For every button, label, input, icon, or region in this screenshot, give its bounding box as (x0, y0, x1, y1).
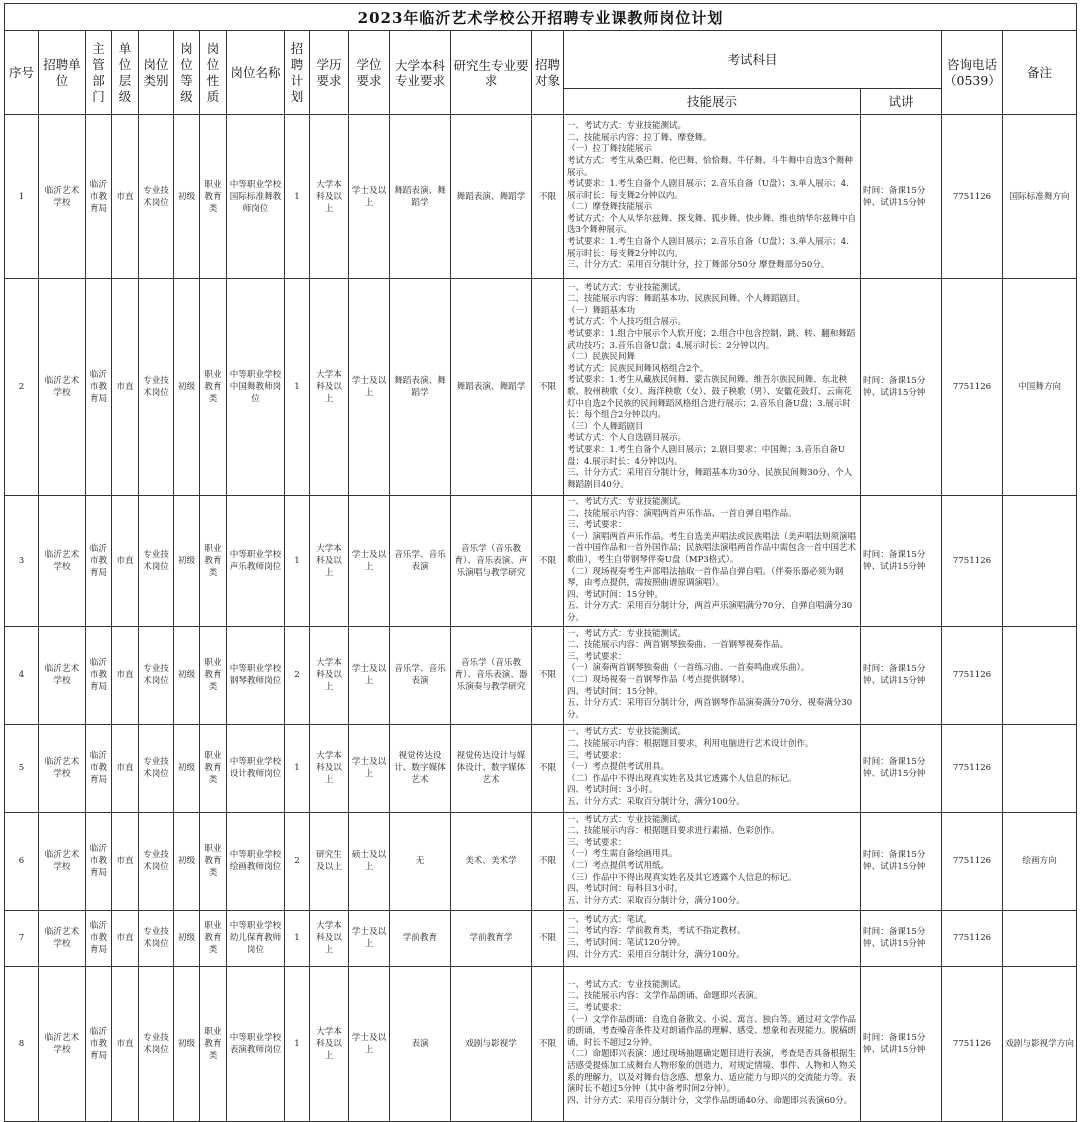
row-level: 市直 (112, 279, 139, 496)
row-nature: 职业教育类 (200, 910, 227, 966)
row-unit: 临沂艺术学校 (39, 910, 86, 966)
row-category: 专业技术岗位 (139, 966, 174, 1121)
row-nature: 职业教育类 (200, 812, 227, 910)
header-category: 岗位类别 (139, 31, 174, 115)
row-post-name: 中等职业学校国际标准舞教师岗位 (227, 115, 285, 279)
row-phone: 7751126 (942, 626, 1003, 724)
row-remark: 国际标准舞方向 (1003, 115, 1077, 279)
exam-line: 一、考试方式：专业技能测试。 (567, 497, 687, 507)
row-dept: 临沂市教育局 (86, 724, 112, 812)
exam-line: 一、考试方式：专业技能测试。 (567, 282, 687, 293)
row-nature: 职业教育类 (200, 724, 227, 812)
exam-line: （二）考点提供考试用纸。 (567, 861, 670, 872)
row-degree: 学士及以上 (349, 966, 390, 1121)
row-edu: 大学本科及以上 (310, 496, 349, 627)
exam-line: 五、计分方式：采取百分制计分，满分100分。 (567, 797, 745, 808)
row-skill-exam (564, 115, 861, 279)
row-plan: 2 (285, 812, 310, 910)
row-remark: 戏剧与影视学方向 (1003, 966, 1077, 1121)
exam-line: 一、考试方式：专业技能测试。 (567, 727, 687, 738)
header-seq: 序号 (5, 31, 39, 115)
exam-line: 考试要求：1.考生自备个人剧目展示；2.剧目要求：中国舞；3.音乐自备U盘；4.展示时长：4分钟以内。 (567, 444, 845, 467)
row-dept: 临沂市教育局 (86, 966, 112, 1121)
exam-line: 二、技能展示内容：演唱两首声乐作品、一首自弹自唱作品。 (567, 508, 797, 519)
row-remark (1003, 910, 1077, 966)
row-unit: 临沂艺术学校 (39, 724, 86, 812)
row-grade: 初级 (174, 812, 200, 910)
row-post-name: 中等职业学校设计教师岗位 (227, 724, 285, 812)
header-undergrad-major: 大学本科专业要求 (390, 31, 451, 115)
header-plan: 招聘计划 (285, 31, 310, 115)
row-undergrad-major: 音乐学、音乐表演 (390, 496, 451, 627)
table-row (5, 279, 1077, 496)
row-target: 不限 (532, 966, 564, 1121)
row-remark (1003, 626, 1077, 724)
row-target: 不限 (532, 626, 564, 724)
exam-line: 一、考试方式：专业技能测试。 (567, 814, 687, 825)
row-grad-major: 舞蹈表演、舞蹈学 (451, 279, 532, 496)
row-grad-major: 舞蹈表演、舞蹈学 (451, 115, 532, 279)
header-remark: 备注 (1003, 31, 1077, 115)
row-grade: 初级 (174, 496, 200, 627)
row-unit: 临沂艺术学校 (39, 496, 86, 627)
row-seq: 8 (5, 966, 39, 1121)
row-plan: 1 (285, 496, 310, 627)
row-level: 市直 (112, 966, 139, 1121)
row-dept: 临沂市教育局 (86, 279, 112, 496)
exam-line: 考试方式：个人技巧组合展示。 (567, 317, 687, 328)
row-level: 市直 (112, 724, 139, 812)
row-edu: 大学本科及以上 (310, 724, 349, 812)
row-phone: 7751126 (942, 724, 1003, 812)
row-edu: 大学本科及以上 (310, 626, 349, 724)
table-row (5, 910, 1077, 966)
row-seq: 5 (5, 724, 39, 812)
recruitment-table (4, 3, 1077, 1122)
exam-line: （二）作品中不得出现真实姓名及其它透露个人信息的标记。 (567, 773, 797, 784)
exam-line: 三、计分方式：采用百分制计分，舞蹈基本功30分、民族民间舞30分、个人舞蹈剧目40分。 (567, 468, 853, 490)
exam-line: 四、考试时间：15分钟。 (567, 589, 663, 600)
exam-line: （二）民族民间舞 (567, 352, 636, 363)
row-target: 不限 (532, 910, 564, 966)
table-row (5, 626, 1077, 724)
row-unit: 临沂艺术学校 (39, 966, 86, 1121)
row-undergrad-major: 舞蹈表演、舞蹈学 (390, 279, 451, 496)
exam-line: 三、考试要求： (567, 837, 627, 848)
row-lecture-time: 时间：备课15分钟、试讲15分钟 (861, 910, 942, 966)
row-degree: 学士及以上 (349, 724, 390, 812)
exam-line: 二、技能展示内容：两首钢琴独奏曲、一首钢琴视奏作品。 (567, 640, 789, 651)
row-grad-major: 学前教育学 (451, 910, 532, 966)
exam-line: 三、计分方式：采用百分制计分，拉丁舞部分50分 摩登舞部分50分。 (567, 260, 830, 271)
row-level: 市直 (112, 115, 139, 279)
exam-line: 二、技能展示内容：文学作品朗诵、命题即兴表演。 (567, 991, 763, 1002)
exam-line: 一、考试方式：专业技能测试。 (567, 628, 687, 639)
exam-line: （二）现场视奏考生声部唱法抽取一首作品自弹自唱。（伴奏乐器必须为钢琴，由考点提供，需按照曲谱原调演唱）。 (567, 566, 844, 589)
row-post-name: 中等职业学校声乐教师岗位 (227, 496, 285, 627)
exam-line: （一）拉丁舞技能展示 (567, 144, 653, 155)
exam-line: 五、计分方式：采用百分制计分，两首声乐演唱满分70分、自弹自唱满分30分。 (567, 601, 853, 623)
row-edu: 大学本科及以上 (310, 115, 349, 279)
header-degree: 学位要求 (349, 31, 390, 115)
row-lecture-time: 时间：备课15分钟、试讲15分钟 (861, 626, 942, 724)
row-degree: 硕士及以上 (349, 812, 390, 910)
exam-line: 二、技能展示内容：舞蹈基本功、民族民间舞、个人舞蹈剧目。 (567, 294, 806, 305)
row-skill-exam (564, 812, 861, 910)
row-remark: 中国舞方向 (1003, 279, 1077, 496)
row-seq: 7 (5, 910, 39, 966)
row-degree: 学士及以上 (349, 626, 390, 724)
row-unit: 临沂艺术学校 (39, 115, 86, 279)
row-grad-major: 音乐学（音乐教育）、音乐表演、声乐演唱与教学研究 (451, 496, 532, 627)
row-remark: 绘画方向 (1003, 812, 1077, 910)
row-lecture-time: 时间：备课15分钟、试讲15分钟 (861, 115, 942, 279)
exam-line: （一）舞蹈基本功 (567, 305, 636, 316)
row-level: 市直 (112, 626, 139, 724)
exam-line: 考试方式：考生从桑巴舞、伦巴舞、恰恰舞、牛仔舞、斗牛舞中自选3个舞种展示。 (567, 155, 853, 178)
exam-line: 一、考试方式：专业技能测试。 (567, 121, 687, 132)
exam-line: 二、技能展示内容：拉丁舞、摩登舞。 (567, 132, 712, 143)
row-lecture-time: 时间：备课15分钟、试讲15分钟 (861, 496, 942, 627)
exam-line: 考试要求：1.考生自备个人剧目展示；2.音乐自备（U盘）；3.单人展示；4.展示时长：每支舞2分钟以内。 (567, 179, 849, 201)
exam-line: （三）个人舞蹈剧目 (567, 421, 644, 432)
row-grade: 初级 (174, 724, 200, 812)
row-target: 不限 (532, 115, 564, 279)
header-post-name: 岗位名称 (227, 31, 285, 115)
table-row (5, 812, 1077, 910)
exam-line: 三、考试时间：笔试120分钟。 (567, 938, 686, 949)
row-level: 市直 (112, 812, 139, 910)
exam-line: 二、技能展示内容：根据题目要求，利用电脑进行艺术设计创作。 (567, 739, 814, 750)
page-title: 2023年临沂艺术学校公开招聘专业课教师岗位计划 (5, 4, 1077, 31)
row-skill-exam (564, 724, 861, 812)
header-edu: 学历要求 (310, 31, 349, 115)
row-plan: 2 (285, 626, 310, 724)
table-row (5, 496, 1077, 627)
exam-line: （三）作品中不得出现真实姓名及其它透露个人信息的标记。 (567, 872, 797, 883)
header-exam-subject: 考试科目 (564, 31, 942, 89)
table-row (5, 966, 1077, 1121)
row-skill-exam (564, 966, 861, 1121)
header-nature: 岗位性质 (200, 31, 227, 115)
exam-line: 四、考试时间：3小时。 (567, 785, 658, 796)
row-skill-exam (564, 496, 861, 627)
header-grad-major: 研究生专业要求 (451, 31, 532, 115)
row-nature: 职业教育类 (200, 626, 227, 724)
row-dept: 临沂市教育局 (86, 812, 112, 910)
row-lecture-time: 时间：备课15分钟、试讲15分钟 (861, 279, 942, 496)
row-undergrad-major: 视觉传达设计、数字媒体艺术 (390, 724, 451, 812)
row-skill-exam (564, 910, 861, 966)
exam-line: 四、考试时间：15分钟。 (567, 686, 663, 697)
header-lecture: 试讲 (861, 89, 942, 115)
exam-line: 考试方式：民族民间舞风格组合2个。 (567, 363, 709, 374)
row-post-name: 中等职业学校幼儿保育教师岗位 (227, 910, 285, 966)
row-dept: 临沂市教育局 (86, 626, 112, 724)
exam-line: 一、考试方式：专业技能测试。 (567, 979, 687, 990)
row-dept: 临沂市教育局 (86, 496, 112, 627)
row-undergrad-major: 表演 (390, 966, 451, 1121)
exam-line: 五、计分方式：采取百分制计分，满分100分。 (567, 895, 745, 906)
exam-line: （二）摩登舞技能展示 (567, 202, 653, 213)
exam-line: （二）命题即兴表演：通过现场抽题确定题目进行表演，考查是否具备根据生活感受提炼加工成舞台人物形象的创造力，对规定情境、事件、人物和人物关系的理解力，以及对舞台信念感、想象力、适应能力与即兴的交流能力等。表演时长不超过5分钟（其中备考时间2分钟）。 (567, 1049, 857, 1095)
row-phone: 7751126 (942, 966, 1003, 1121)
row-target: 不限 (532, 496, 564, 627)
row-grad-major: 美术、美术学 (451, 812, 532, 910)
table-body (5, 115, 1077, 1122)
row-category: 专业技术岗位 (139, 910, 174, 966)
header-target: 招聘对象 (532, 31, 564, 115)
exam-line: （二）现场视奏一首钢琴作品（考点提供钢琴）。 (567, 675, 750, 686)
row-undergrad-major: 音乐学、音乐表演 (390, 626, 451, 724)
row-target: 不限 (532, 812, 564, 910)
row-grad-major: 视觉传达设计与媒体设计、数字媒体艺术 (451, 724, 532, 812)
exam-line: 四、考试时间：每科目3小时。 (567, 884, 683, 895)
header-phone: 咨询电话（0539） (942, 31, 1003, 115)
exam-line: 考试要求：1.考生从藏族民间舞、蒙古族民间舞、维吾尔族民间舞、东北秧歌、胶州秧歌（女）、海洋秧歌（女）、鼓子秧歌（男）、安徽花鼓灯、云南花灯中自选2个民族的民间舞蹈风格组合进行展示；2.音乐自备U盘；3.展示时长：每个组合2分钟以内。 (567, 375, 852, 421)
row-plan: 1 (285, 279, 310, 496)
row-phone: 7751126 (942, 115, 1003, 279)
row-degree: 学士及以上 (349, 115, 390, 279)
exam-line: （一）演奏两首钢琴独奏曲（一首练习曲、一首奏鸣曲或乐曲）。 (567, 663, 810, 674)
row-remark (1003, 496, 1077, 627)
row-grade: 初级 (174, 115, 200, 279)
row-seq: 2 (5, 279, 39, 496)
row-edu: 大学本科及以上 (310, 966, 349, 1121)
row-edu: 研究生及以上 (310, 812, 349, 910)
row-plan: 1 (285, 724, 310, 812)
row-undergrad-major: 无 (390, 812, 451, 910)
table-row (5, 724, 1077, 812)
exam-line: 考试方式：个人自选剧目展示。 (567, 433, 687, 444)
row-nature: 职业教育类 (200, 966, 227, 1121)
row-plan: 1 (285, 910, 310, 966)
exam-line: 四、计分方式：采用百分制计分，满分100分。 (567, 949, 745, 960)
row-phone: 7751126 (942, 812, 1003, 910)
exam-line: 二、考试内容：学前教育类，考试不指定教材。 (567, 926, 746, 937)
row-dept: 临沂市教育局 (86, 910, 112, 966)
row-post-name: 中等职业学校中国舞教师岗位 (227, 279, 285, 496)
row-level: 市直 (112, 496, 139, 627)
row-nature: 职业教育类 (200, 279, 227, 496)
row-undergrad-major: 舞蹈表演、舞蹈学 (390, 115, 451, 279)
table-row (5, 115, 1077, 279)
row-remark (1003, 724, 1077, 812)
row-edu: 大学本科及以上 (310, 279, 349, 496)
row-edu: 大学本科及以上 (310, 910, 349, 966)
row-dept: 临沂市教育局 (86, 115, 112, 279)
row-degree: 学士及以上 (349, 496, 390, 627)
row-category: 专业技术岗位 (139, 626, 174, 724)
row-unit: 临沂艺术学校 (39, 279, 86, 496)
exam-line: 三、考试要求： (567, 651, 627, 662)
row-undergrad-major: 学前教育 (390, 910, 451, 966)
row-seq: 1 (5, 115, 39, 279)
row-degree: 学士及以上 (349, 910, 390, 966)
row-degree: 学士及以上 (349, 279, 390, 496)
row-seq: 3 (5, 496, 39, 627)
header-skill: 技能展示 (564, 89, 861, 115)
row-post-name: 中等职业学校表演教师岗位 (227, 966, 285, 1121)
row-category: 专业技术岗位 (139, 115, 174, 279)
header-dept: 主管部门 (86, 31, 112, 115)
row-lecture-time: 时间：备课15分钟、试讲15分钟 (861, 966, 942, 1121)
row-plan: 1 (285, 115, 310, 279)
exam-line: （一）考生需自备绘画用具。 (567, 849, 678, 860)
row-phone: 7751126 (942, 496, 1003, 627)
exam-line: 三、考试要求： (567, 750, 627, 761)
row-category: 专业技术岗位 (139, 812, 174, 910)
row-target: 不限 (532, 724, 564, 812)
row-grade: 初级 (174, 626, 200, 724)
row-grade: 初级 (174, 910, 200, 966)
row-grade: 初级 (174, 279, 200, 496)
header-level: 单位层级 (112, 31, 139, 115)
row-post-name: 中等职业学校绘画教师岗位 (227, 812, 285, 910)
row-skill-exam (564, 279, 861, 496)
row-skill-exam (564, 626, 861, 724)
row-grad-major: 戏剧与影视学 (451, 966, 532, 1121)
row-nature: 职业教育类 (200, 496, 227, 627)
row-post-name: 中等职业学校钢琴教师岗位 (227, 626, 285, 724)
exam-line: 一、考试方式：笔试。 (567, 914, 653, 925)
row-grade: 初级 (174, 966, 200, 1121)
row-lecture-time: 时间：备课15分钟、试讲15分钟 (861, 812, 942, 910)
row-seq: 4 (5, 626, 39, 724)
exam-line: 考试要求：1.组合中展示个人软开度；2.组合中包含控制、跳、转、翻和舞蹈武功技巧；3.音乐自备U盘；4.展示时长：2分钟以内。 (567, 329, 856, 351)
row-plan: 1 (285, 966, 310, 1121)
exam-line: 四、计分方式：采用百分制计分，文学作品朗诵40分、命题即兴表演60分。 (567, 1095, 853, 1106)
header-unit: 招聘单位 (39, 31, 86, 115)
row-seq: 6 (5, 812, 39, 910)
row-lecture-time: 时间：备课15分钟、试讲15分钟 (861, 724, 942, 812)
recruitment-plan-document (4, 3, 1076, 1122)
exam-line: 考试方式：个人从华尔兹舞、探戈舞、狐步舞、快步舞、维也纳华尔兹舞中自选3个舞种展示。 (567, 213, 857, 236)
row-phone: 7751126 (942, 279, 1003, 496)
exam-line: 二、技能展示内容：根据题目要求进行素描、色彩创作。 (567, 826, 780, 837)
row-nature: 职业教育类 (200, 115, 227, 279)
exam-line: 五、计分方式：采用百分制计分，两首钢琴作品演奏满分70分、视奏满分30分。 (567, 698, 853, 720)
row-unit: 临沂艺术学校 (39, 812, 86, 910)
row-level: 市直 (112, 910, 139, 966)
exam-line: 三、考试要求： (567, 520, 627, 531)
row-category: 专业技术岗位 (139, 279, 174, 496)
exam-line: （一）考点提供考试用具。 (567, 762, 670, 773)
exam-line: （一）文学作品朗诵：自选自备散文、小说、寓言、独白等。通过对文学作品的朗诵，考查嗓音条件及对朗诵作品的理解、感受、想象和表现能力。脱稿朗诵，时长不超过2分钟。 (567, 1014, 857, 1048)
row-phone: 7751126 (942, 910, 1003, 966)
row-category: 专业技术岗位 (139, 496, 174, 627)
row-unit: 临沂艺术学校 (39, 626, 86, 724)
exam-line: 考试要求：1.考生自备个人剧目展示；2.音乐自备（U盘）；3.单人展示；4.展示时长：每支舞2分钟以内。 (567, 237, 849, 259)
header-grade: 岗位等级 (174, 31, 200, 115)
exam-line: （一）演唱两首声乐作品。考生自选美声唱法或民族唱法（美声唱法则须演唱一首中国作品和一首外国作品；民族唱法演唱两首作品中需包含一首中国艺术歌曲），考生自带钢琴伴奏U盘（MP3格式）。 (567, 531, 857, 565)
row-grad-major: 音乐学（音乐教育）、音乐表演、器乐演奏与教学研究 (451, 626, 532, 724)
row-category: 专业技术岗位 (139, 724, 174, 812)
row-target: 不限 (532, 279, 564, 496)
exam-line: 三、考试要求： (567, 1002, 627, 1013)
